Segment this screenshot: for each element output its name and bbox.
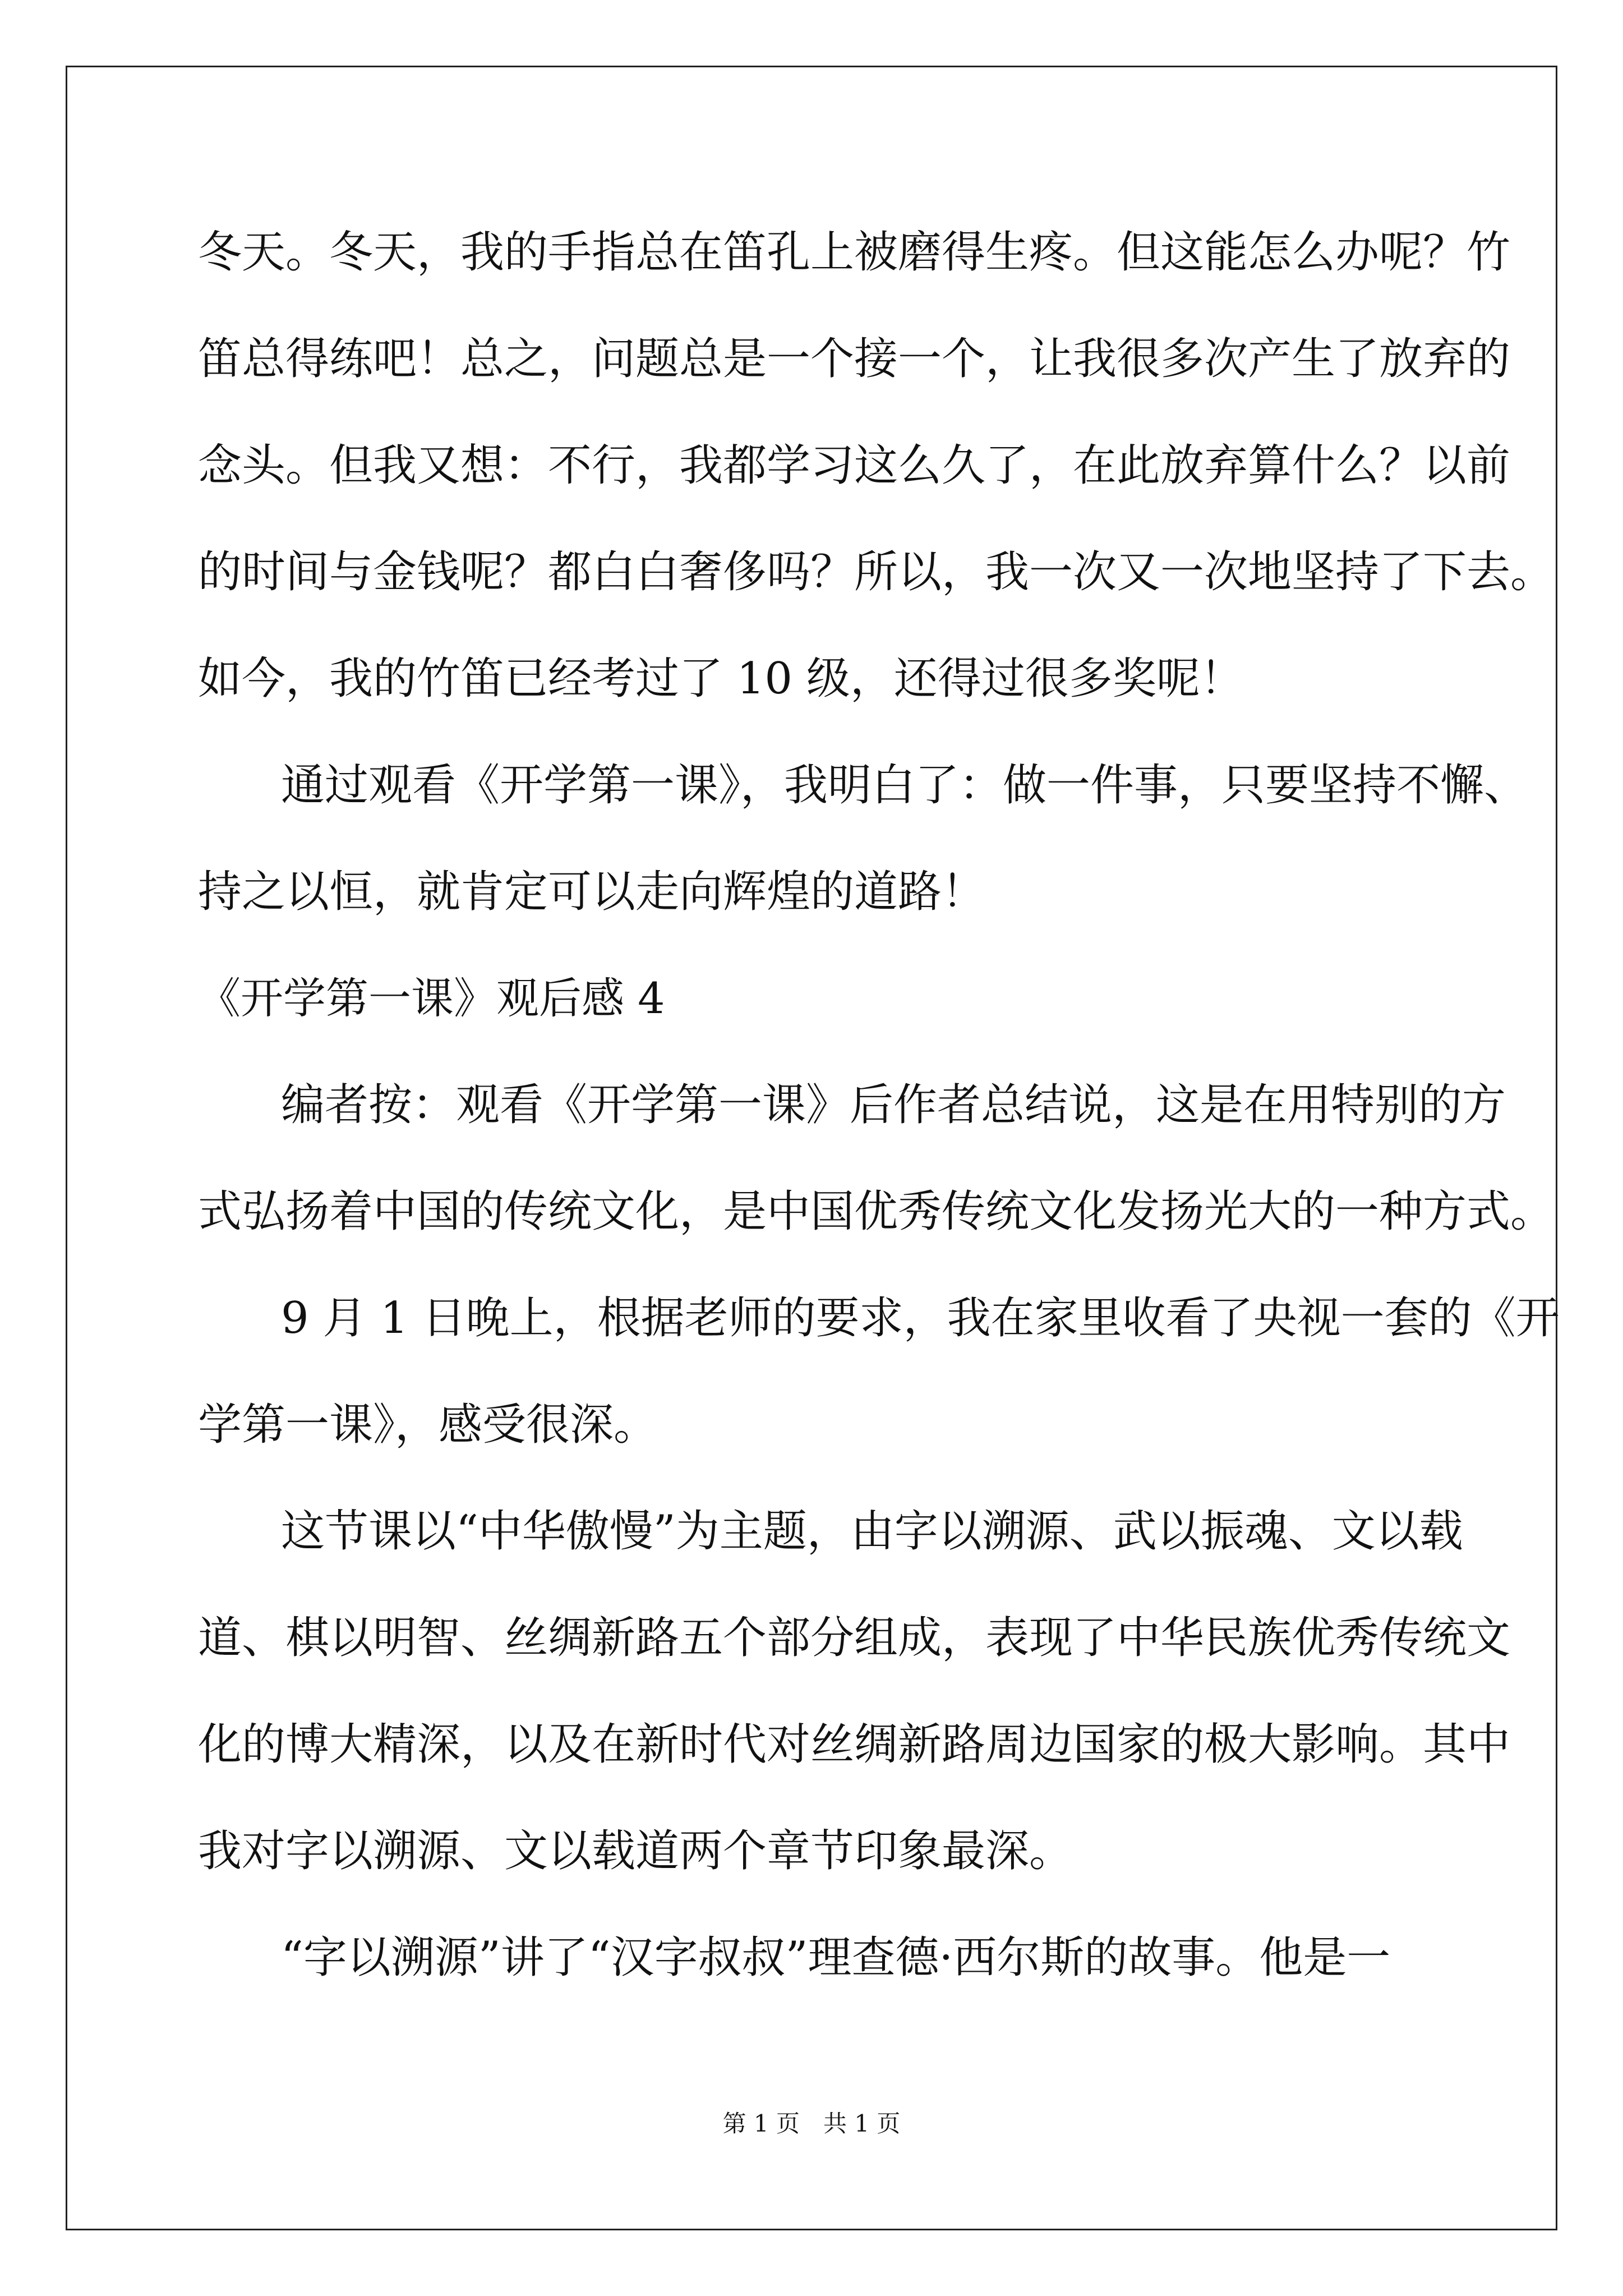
paragraph-start: 通过观看《开学第一课》，我明白了：做一件事，只要坚持不懈、	[281, 760, 1528, 811]
text-line: 化的博大精深，以及在新时代对丝绸新路周边国家的极大影响。其中	[198, 1719, 1511, 1770]
paragraph-start: 这节课以“中华傲慢”为主题，由字以溯源、武以振魂、文以载	[281, 1506, 1463, 1557]
text-line: 的时间与金钱呢？都白白奢侈吗？所以，我一次又一次地坚持了下去。	[198, 547, 1555, 597]
text-line: 冬天。冬天，我的手指总在笛孔上被磨得生疼。但这能怎么办呢？竹	[198, 227, 1511, 278]
text-line: 道、棋以明智、丝绸新路五个部分组成，表现了中华民族优秀传统文	[198, 1613, 1511, 1663]
paragraph-start: “字以溯源”讲了“汉字叔叔”理查德·西尔斯的故事。他是一	[281, 1932, 1391, 1983]
page-footer: 第 1 页 共 1 页	[722, 2110, 901, 2137]
paragraph-start: 9 月 1 日晚上，根据老师的要求，我在家里收看了央视一套的《开	[281, 1293, 1560, 1343]
text-line: 学第一课》，感受很深。	[198, 1400, 658, 1450]
paragraph-start: 编者按：观看《开学第一课》后作者总结说，这是在用特别的方	[281, 1080, 1506, 1130]
text-line: 如今，我的竹笛已经考过了 10 级，还得过很多奖呢！	[198, 654, 1244, 704]
document-body	[198, 219, 1560, 2031]
section-heading: 《开学第一课》观后感 4	[198, 973, 665, 1023]
text-line: 念头。但我又想：不行，我都学习这么久了，在此放弃算什么？以前	[198, 440, 1511, 491]
text-line: 持之以恒，就肯定可以走向辉煌的道路！	[198, 867, 986, 917]
text-line: 我对字以溯源、文以载道两个章节印象最深。	[198, 1826, 1073, 1876]
text-line: 笛总得练吧！总之，问题总是一个接一个，让我很多次产生了放弃的	[198, 334, 1511, 384]
text-line: 式弘扬着中国的传统文化，是中国优秀传统文化发扬光大的一种方式。	[198, 1186, 1555, 1237]
